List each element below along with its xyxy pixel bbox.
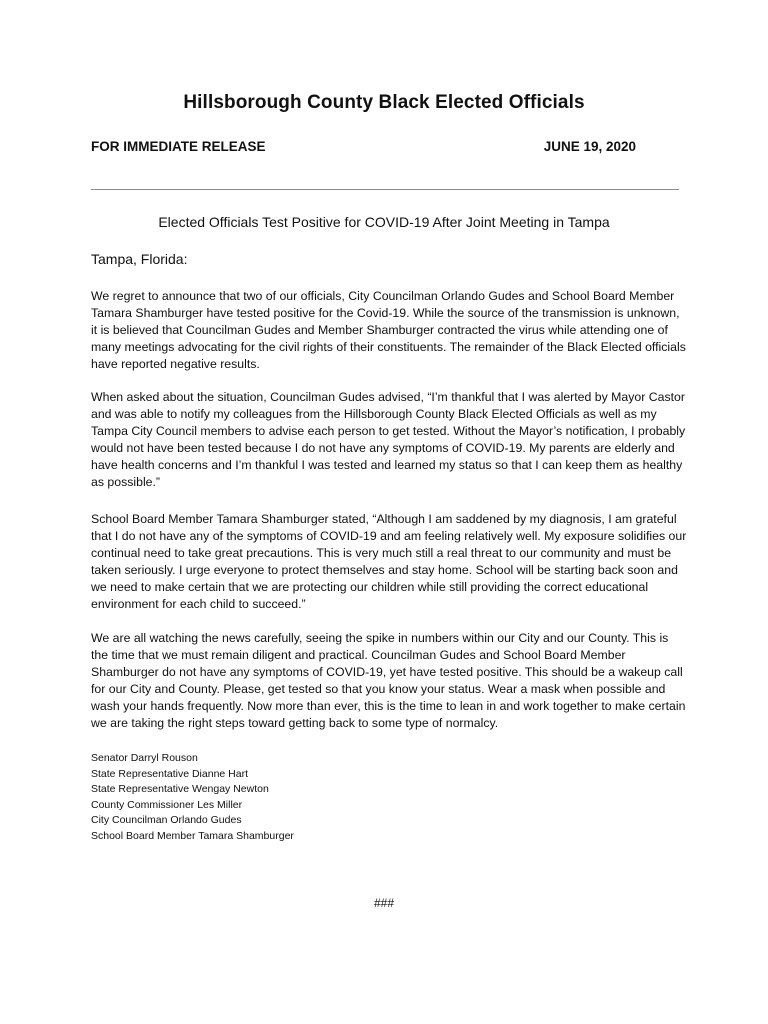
signer-item: Senator Darryl Rouson: [91, 752, 198, 764]
end-mark: ###: [373, 896, 395, 910]
signer-item: School Board Member Tamara Shamburger: [91, 829, 294, 842]
body-paragraph-4: We are all watching the news carefully, seeing the spike in numbers within our City and our County. This is the time that we must remain diligent and practical. Councilman Gudes and School Board Member Shamburger do not have any symptoms of COVID-19, yet have tested positive. This should be a wakeup call for our City and County. Please, get tested so that you know your status. Wear a mask when possible and wash your hands frequently. Now more than ever, this is the time to lean in and work together to make certain we are taking the right steps toward getting back to some type of normalcy.: [91, 631, 686, 730]
body-paragraph-2: When asked about the situation, Councilman Gudes advised, “I’m thankful that I was alerted by Mayor Castor and was able to notify my colleagues from the Hillsborough County Black Elected Officials as well as my Tampa City Council members to advise each person to get tested. Without the Mayor’s notification, I probably would not have been tested because I do not have any symptoms of COVID-19. My parents are elderly and have health concerns and I’m thankful I was tested and learned my status so that I can keep them as healthy as possible.”: [91, 390, 686, 489]
body-paragraph-1: We regret to announce that two of our officials, City Councilman Orlando Gudes and School Board Member Tamara Shamburger have tested positive for the Covid-19. While the source of the transmission is unknown, it is believed that Councilman Gudes and Member Shamburger contracted the virus while attending one of many meetings advocating for the civil rights of their constituents. The remainder of the Black Elected officials have reported negative results.: [91, 289, 686, 371]
release-label: FOR IMMEDIATE RELEASE: [91, 139, 266, 154]
signer-item: State Representative Dianne Hart: [91, 767, 249, 780]
organization-title: Hillsborough County Black Elected Officials: [183, 92, 585, 113]
release-date: JUNE 19, 2020: [543, 139, 636, 154]
dateline: Tampa, Florida:: [91, 251, 188, 267]
signers-list: [91, 751, 294, 844]
body-paragraph-3: School Board Member Tamara Shamburger stated, “Although I am saddened by my diagnosis, I am grateful that I do not have any of the symptoms of COVID-19 and am feeling relatively well. My exposure solidifies our continual need to take great precautions. This is very much still a real threat to our community and must be taken seriously. I urge everyone to protect themselves and stay home. School will be starting back soon and we need to make certain that we are protecting our children while still providing the correct educational environment for each child to succeed.”: [91, 512, 687, 611]
header-divider: [91, 189, 679, 190]
signer-item: City Councilman Orlando Gudes: [91, 814, 242, 826]
signer-item: State Representative Wengay Newton: [91, 783, 269, 795]
release-headline: Elected Officials Test Positive for COVID-19 After Joint Meeting in Tampa: [158, 214, 610, 230]
signer-item: County Commissioner Les Miller: [91, 798, 243, 811]
